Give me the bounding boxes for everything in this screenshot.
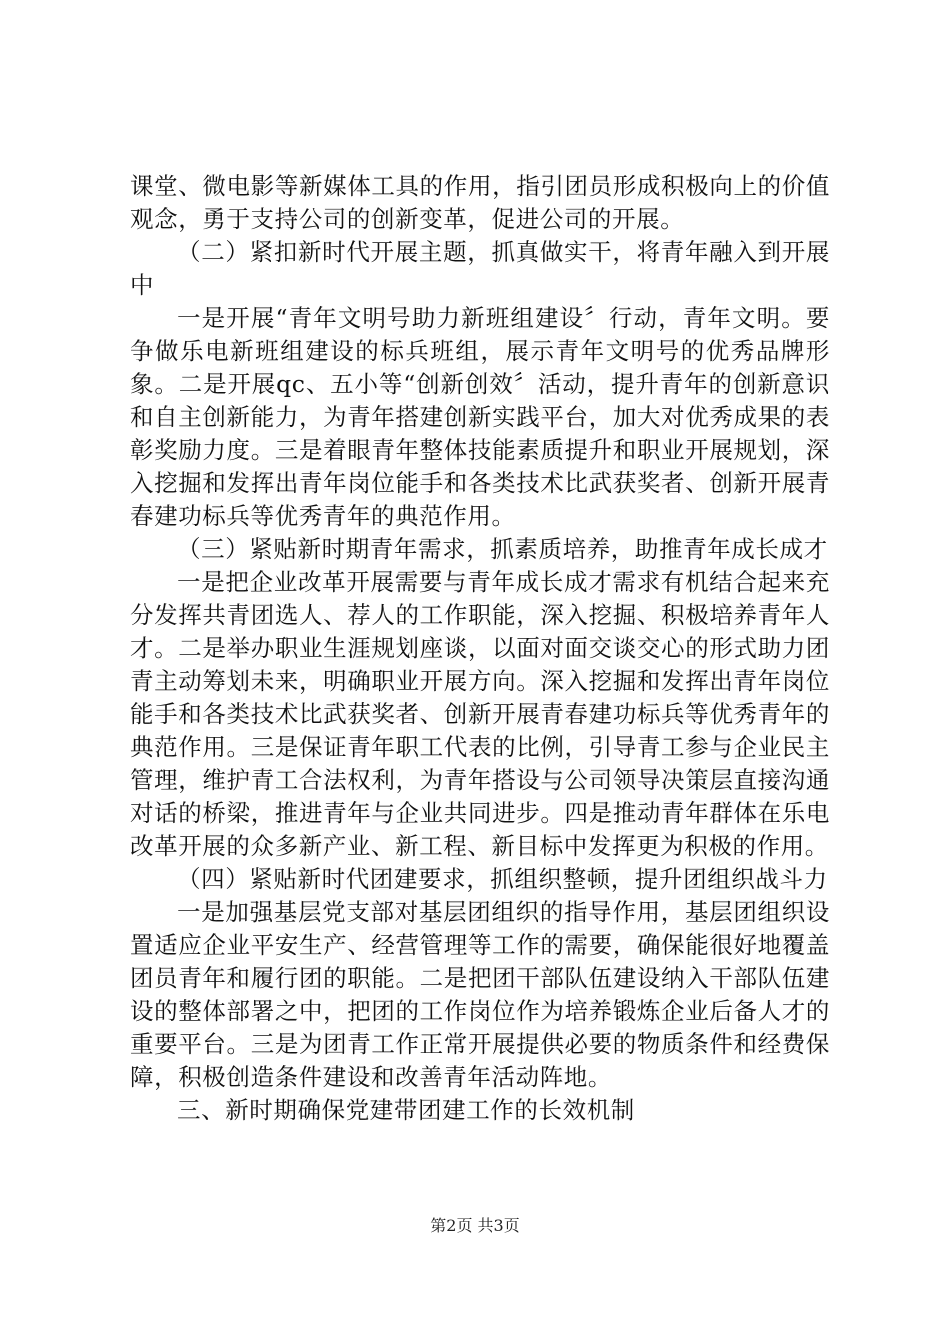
section-heading-4: （四）紧贴新时代团建要求，抓组织整顿，提升团组织战斗力 <box>177 865 828 893</box>
chapter-heading-3: 三、新时期确保党建带团建工作的长效机制 <box>177 1096 635 1124</box>
page-number-footer: 第2页 共3页 <box>430 1216 520 1235</box>
paragraph-section-3: 一是把企业改革开展需要与青年成长成才需求有机结合起来充分发挥共青团选人、荐人的工作职能，深入挖掘、积极培养青年人才。二是举办职业生涯规划座谈，以面对面交谈交心的形式助力团青主动筹划未来，明确职业开展方向。深入挖掘和发挥出青年岗位能手和各类技术比武获奖者、创新开展青春建功标兵等优秀青年的典范作用。三是保证青年职工代表的比例，引导青工参与企业民主管理，维护青工合法权利，为青年搭设与公司领导决策层直接沟通对话的桥梁，推进青年与企业共同进步。四是推动青年群体在乐电改革开展的众多新产业、新工程、新目标中发挥更为积极的作用。 <box>130 568 830 860</box>
section-heading-3: （三）紧贴新时期青年需求，抓素质培养，助推青年成长成才 <box>177 535 828 563</box>
paragraph-section-2: 一是开展“青年文明号助力新班组建设〞行动，青年文明。要争做乐电新班组建设的标兵班组，展示青年文明号的优秀品牌形象。二是开展qc、五小等“创新创效〞活动，提升青年的创新意识和自主创新能力，为青年搭建创新实践平台，加大对优秀成果的表彰奖励力度。三是着眼青年整体技能素质提升和职业开展规划，深入挖掘和发挥出青年岗位能手和各类技术比武获奖者、创新开展青春建功标兵等优秀青年的典范作用。 <box>130 304 830 530</box>
document-body <box>130 170 830 1127</box>
paragraph-continuation: 课堂、微电影等新媒体工具的作用，指引团员形成积极向上的价值观念，勇于支持公司的创新变革，促进公司的开展。 <box>130 172 830 233</box>
section-heading-2: （二）紧扣新时代开展主题，抓真做实干，将青年融入到开展中 <box>130 238 830 299</box>
paragraph-section-4: 一是加强基层党支部对基层团组织的指导作用，基层团组织设置适应企业平安生产、经营管理等工作的需要，确保能很好地覆盖团员青年和履行团的职能。二是把团干部队伍建设纳入干部队伍建设的整体部署之中，把团的工作岗位作为培养锻炼企业后备人才的重要平台。三是为团青工作正常开展提供必要的物质条件和经费保障，积极创造条件建设和改善青年活动阵地。 <box>130 898 830 1091</box>
